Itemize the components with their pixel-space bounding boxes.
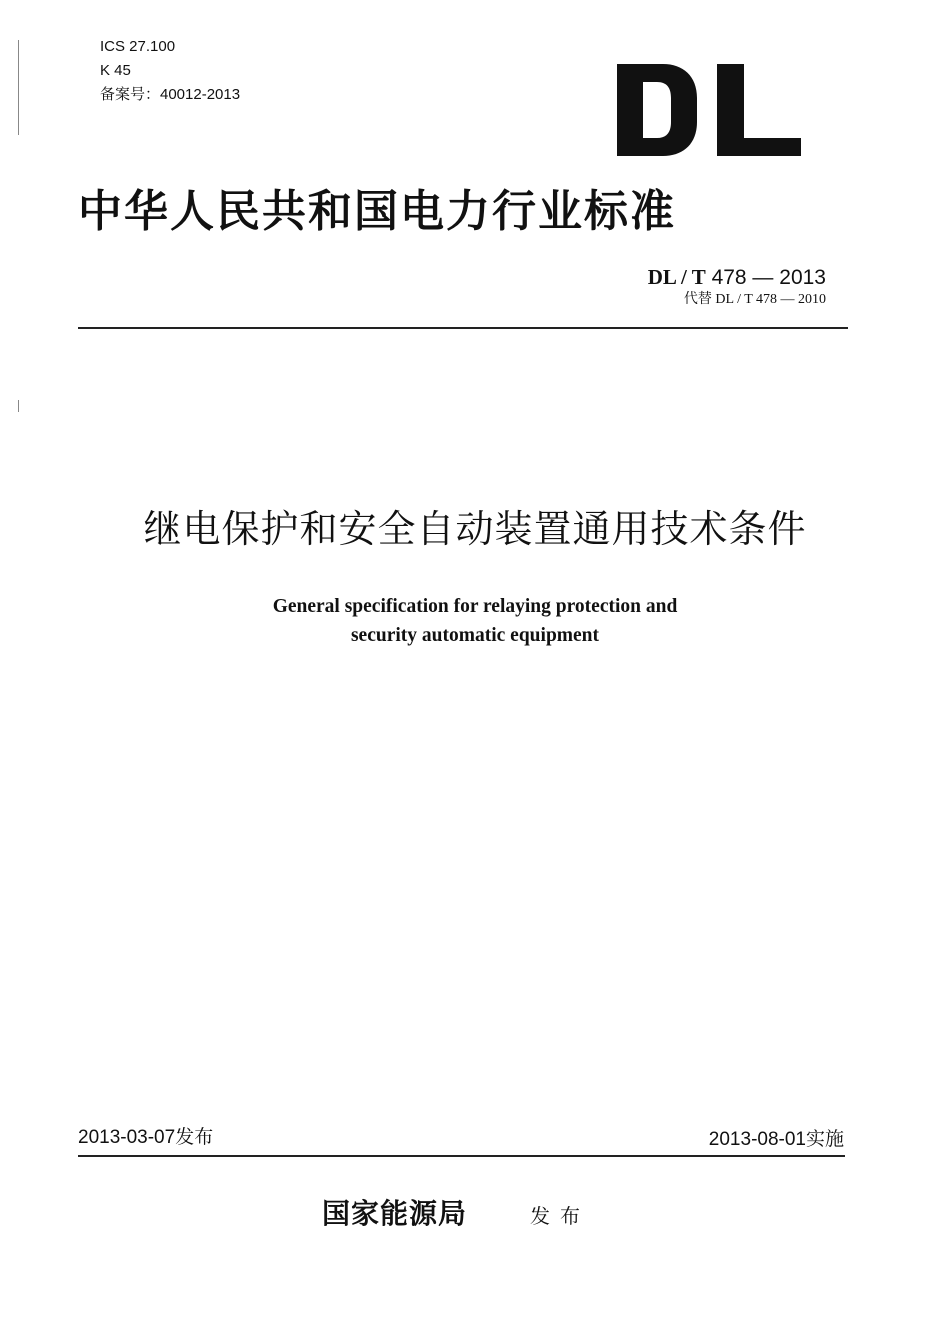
publish-label: 发布 bbox=[530, 1204, 590, 1228]
standard-number bbox=[648, 264, 826, 291]
title-en-line-2: security automatic equipment bbox=[350, 625, 600, 646]
ics-code: ICS 27.100 bbox=[100, 38, 176, 55]
binding-mark bbox=[18, 40, 19, 135]
replaces-standard: 代替 DL / T 478 — 2010 bbox=[683, 292, 826, 307]
title-en-line-1: General specification for relaying protection and bbox=[272, 596, 678, 617]
document-title-cn: 继电保护和安全自动装置通用技术条件 bbox=[143, 507, 807, 551]
header-divider bbox=[78, 327, 848, 329]
standard-code: 478 — 2013 bbox=[711, 266, 826, 289]
filing-number: 备案号：40012-2013 bbox=[100, 86, 241, 103]
implementation-date: 2013-08-01实施 bbox=[708, 1129, 844, 1150]
category-code: K 45 bbox=[100, 62, 131, 79]
issue-date: 2013-03-07发布 bbox=[78, 1127, 214, 1148]
industry-standard-title: 中华人民共和国电力行业标准 bbox=[78, 186, 676, 237]
standard-prefix: DL / T bbox=[647, 265, 706, 289]
binding-mark bbox=[18, 400, 19, 412]
footer-divider bbox=[78, 1155, 845, 1157]
publisher-name: 国家能源局 bbox=[322, 1197, 468, 1230]
document-title-en bbox=[0, 592, 950, 650]
dl-logo bbox=[617, 64, 801, 156]
